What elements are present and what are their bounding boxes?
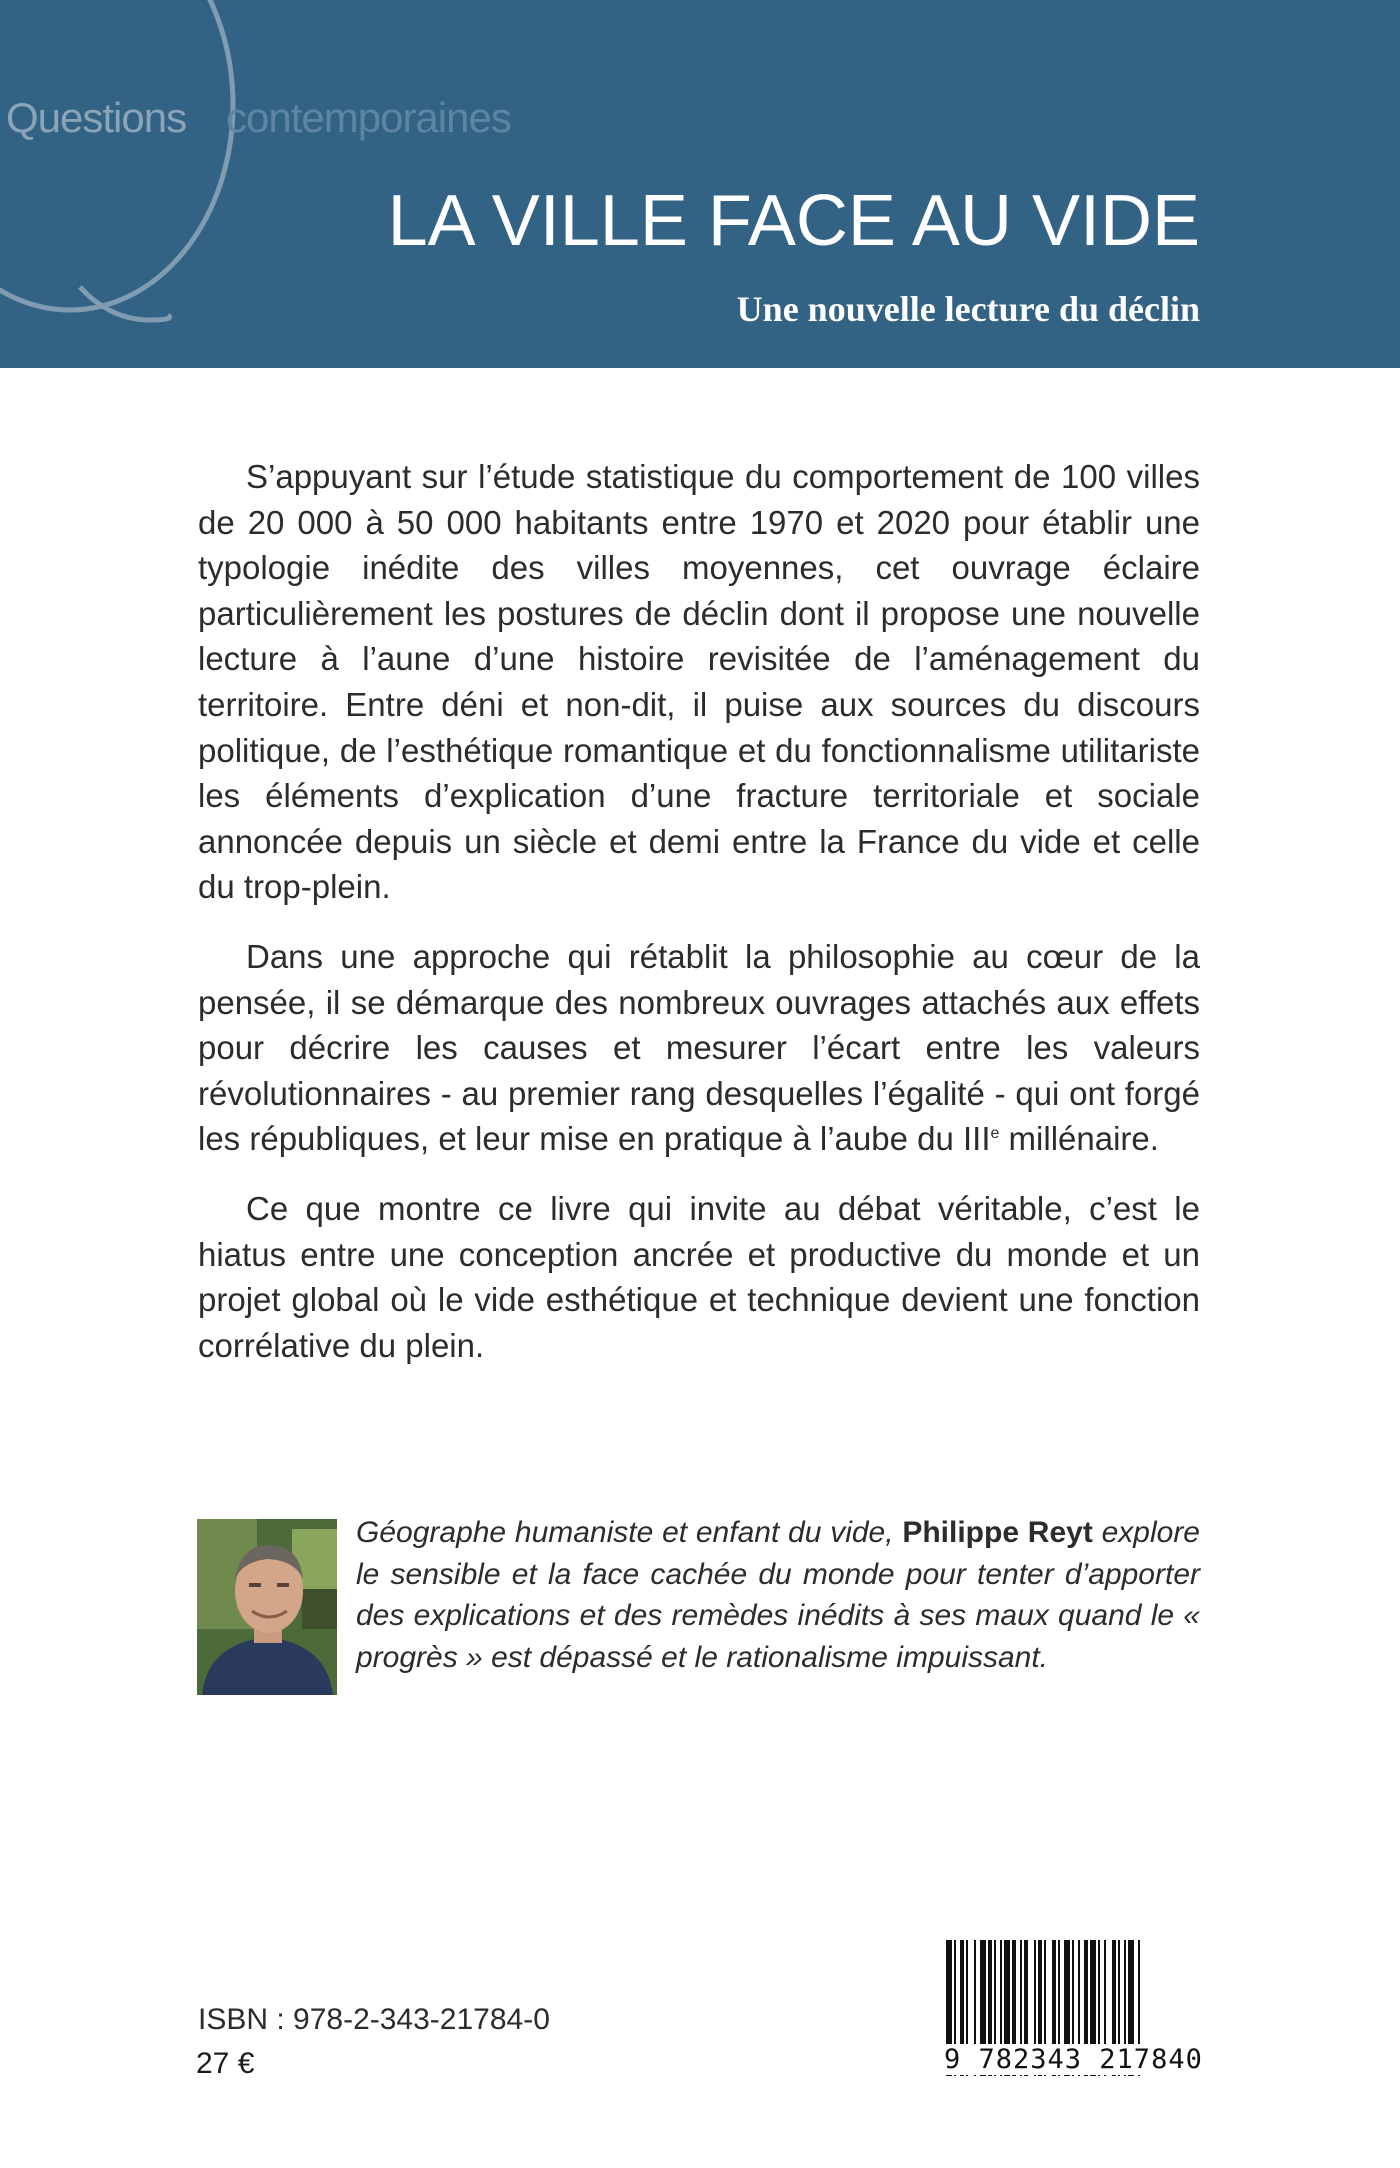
series-name-part-2: contemporaines xyxy=(226,94,511,141)
author-bio xyxy=(356,1512,1200,1678)
blurb-paragraph-1: S’appuyant sur l’étude statistique du comportement de 100 villes de 20 000 à 50 000 habitants entre 1970 et 2020 pour établir une typologie inédite des villes moyennes, cet ouvrage éclaire particulièrement les postures de déclin dont il propose une nouvelle lecture à l’aune d’une histoire revisitée de l’aménagement du territoire. Entre déni et non-dit, il puise aux sources du discours politique, de l’esthétique romantique et du fonctionnalisme utilitariste les éléments d’explication d’une fracture territoriale et sociale annoncée depuis un siècle et demi entre la France du vide et celle du trop-plein. xyxy=(198,458,1200,906)
author-name: Philippe Reyt xyxy=(902,1516,1093,1549)
blurb-paragraph-2 xyxy=(198,934,1200,1162)
barcode-digits: 9 782343 217840 xyxy=(944,2044,1203,2075)
isbn: ISBN : 978-2-343-21784-0 xyxy=(198,2003,550,2036)
blurb-paragraph-3: Ce que montre ce livre qui invite au débat véritable, c’est le hiatus entre une conception ancrée et productive du monde et un projet global où le vide esthétique et technique devient une fonction corrélative du plein. xyxy=(198,1189,1200,1364)
price: 27 € xyxy=(196,2047,255,2080)
blurb xyxy=(198,454,1200,1392)
author-bio-rest: explore le sensible et la face cachée du monde pour tenter d’apporter des explications et des remèdes inédits à ses maux quand le « progrès » est dépassé et le rationalisme impuissant. xyxy=(356,1516,1200,1674)
q-letter-logo xyxy=(0,0,270,355)
blurb-paragraph-2-text: Dans une approche qui rétablit la philosophie au cœur de la pensée, il se démarque des nombreux ouvrages attachés aux effets pour décrire les causes et mesurer l’écart entre les valeurs révolutionnaires - au premier rang desquelles l’égalité - qui ont forgé les républiques, et leur mise en pratique à l’aube du III xyxy=(198,937,1200,1158)
cover-header xyxy=(0,0,1400,368)
series-name-part-1: Questions xyxy=(6,94,187,141)
book-subtitle: Une nouvelle lecture du déclin xyxy=(736,289,1200,329)
book-title: LA VILLE FACE AU VIDE xyxy=(387,181,1200,261)
superscript-e: e xyxy=(990,1125,1000,1143)
author-bio-intro: Géographe humaniste et enfant du vide, xyxy=(356,1516,903,1549)
blurb-paragraph-2-end: millénaire. xyxy=(999,1120,1159,1158)
author-photo xyxy=(197,1519,337,1695)
